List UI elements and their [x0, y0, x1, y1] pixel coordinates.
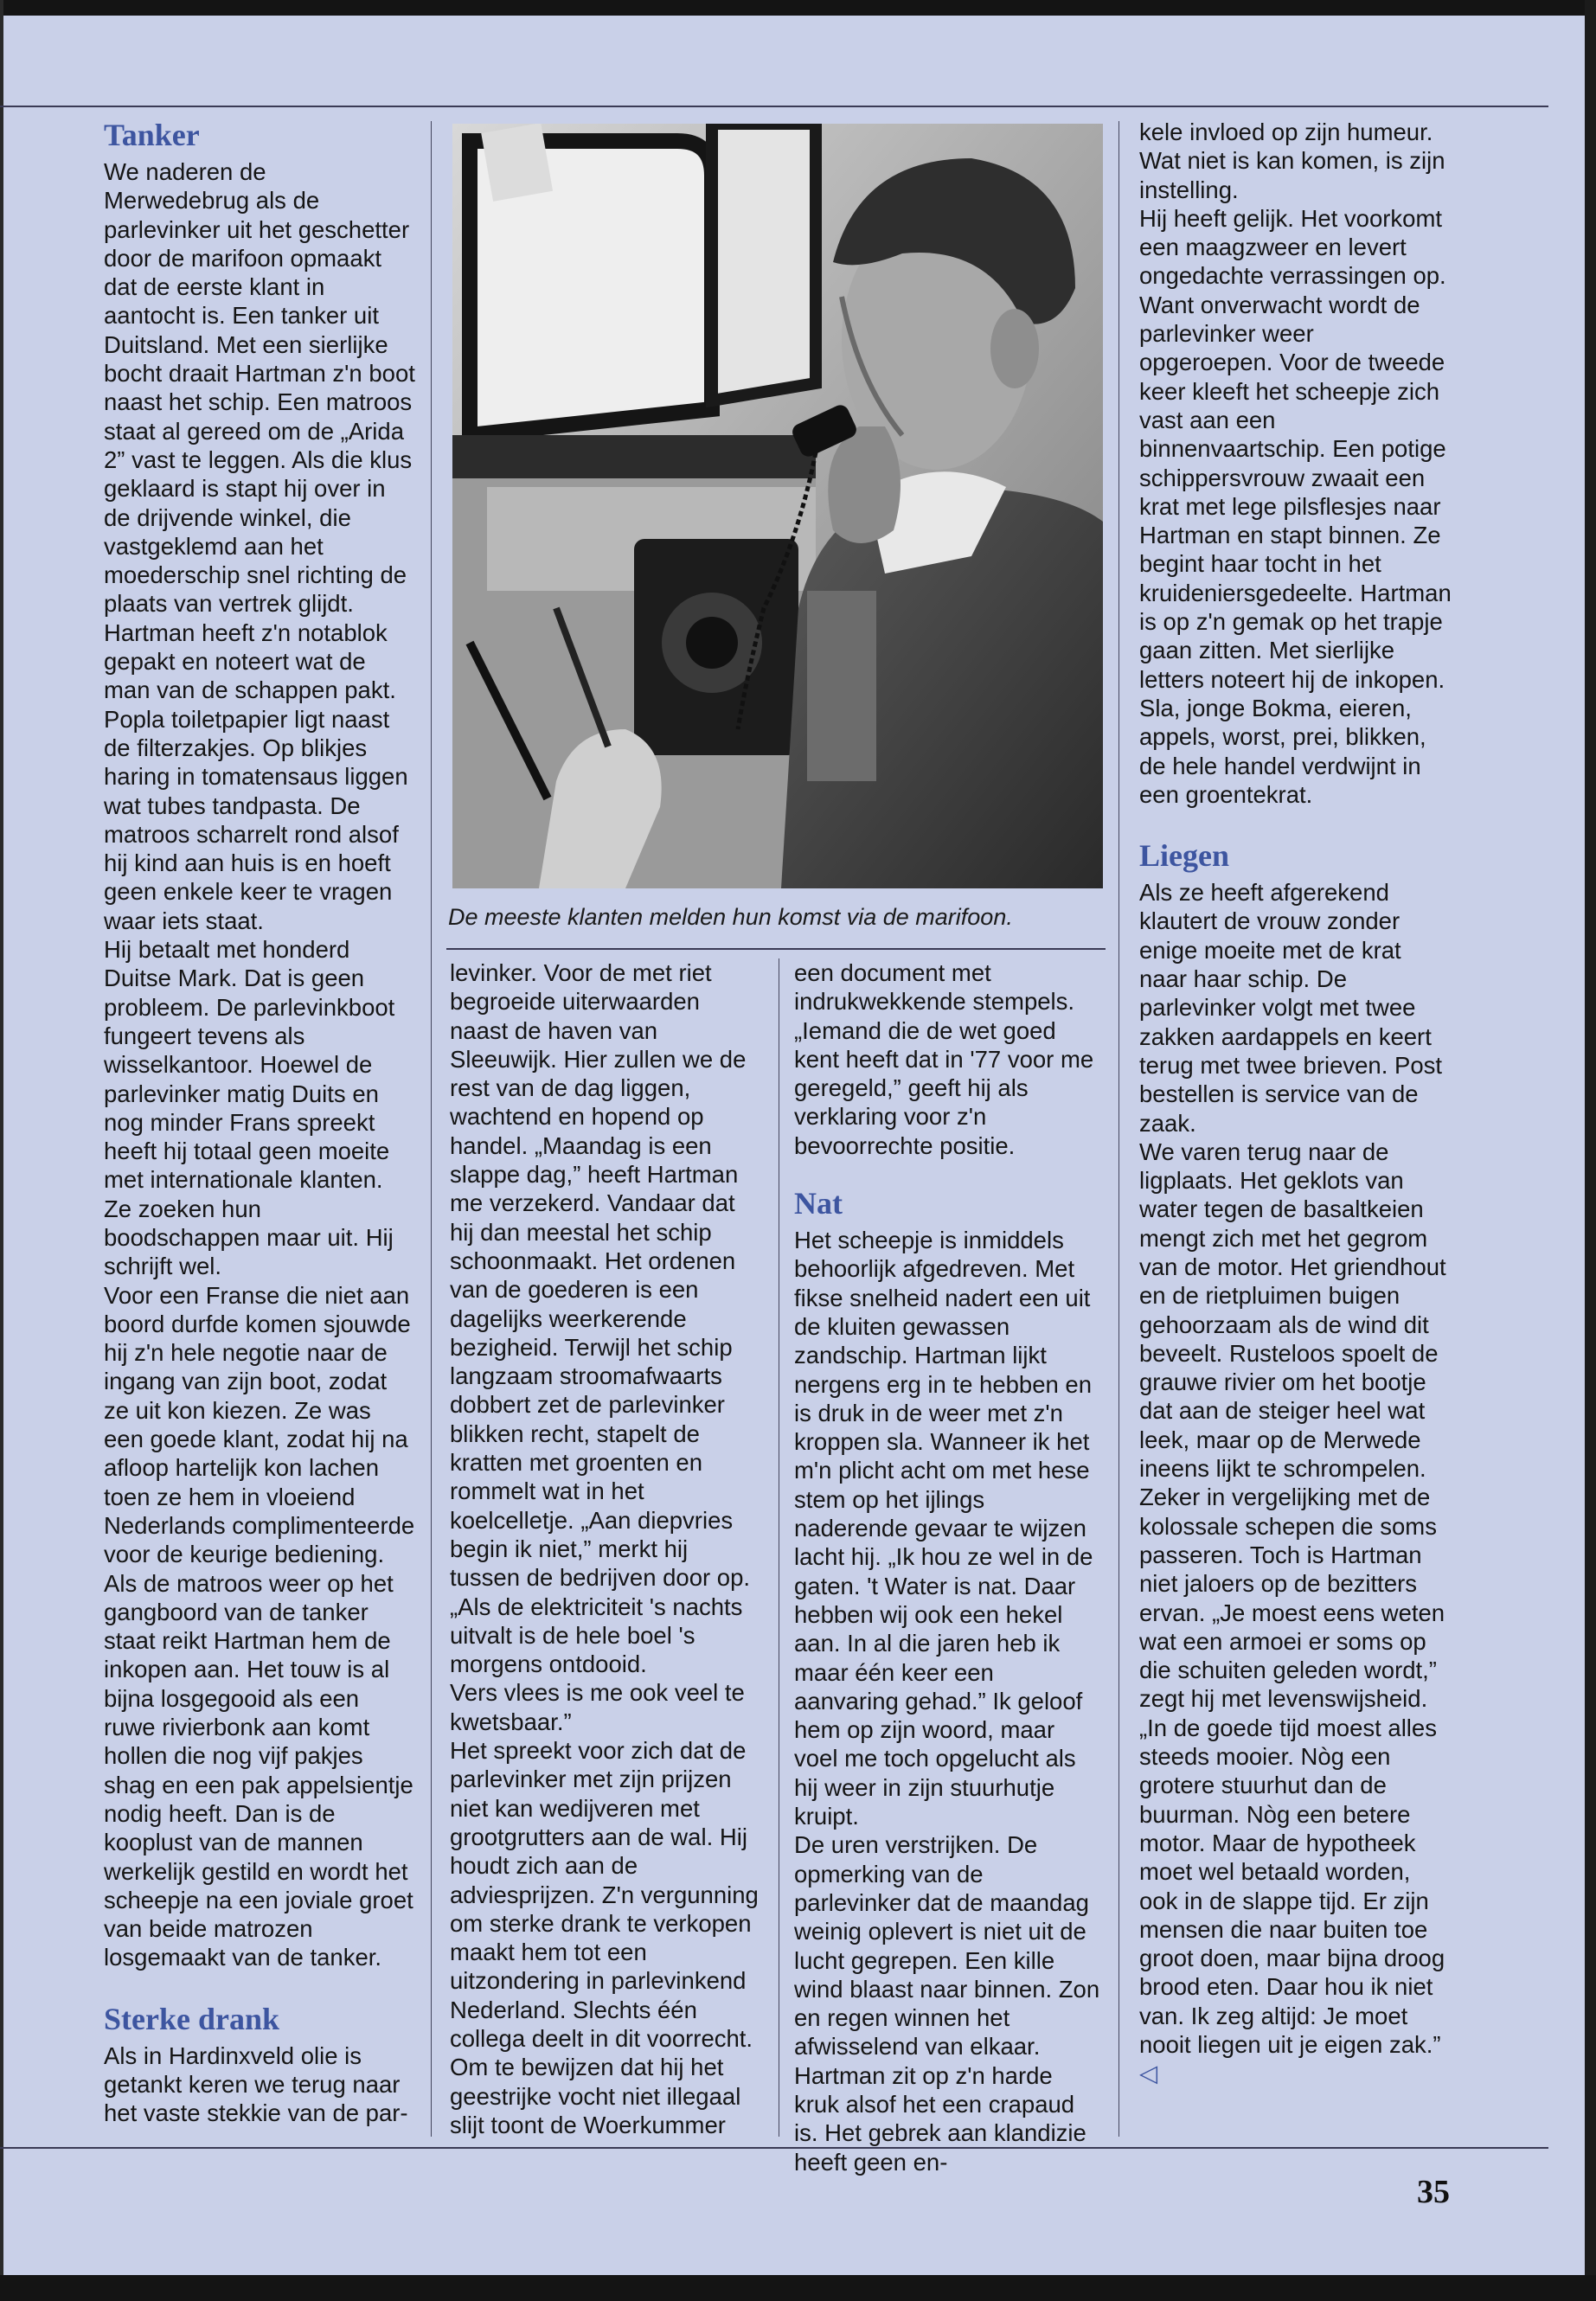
paragraph — [1139, 1138, 1452, 2088]
paragraph: levinker. Voor de met riet begroeide uiterwaarden naast de haven van Sleeuwijk. Hier zullen we de rest van de dag liggen, wachtend en hopend op handel. „Maandag is een slappe dag,” heeft Hartman me verzekerd. Vandaar dat hij dan meestal het schip schoonmaakt. Het ordenen van de goederen is een dagelijks weerkerende bezigheid. Terwijl het schip langzaam stroomafwaarts dobbert zet de parlevinker blikken recht, stapelt de kratten met groenten en rommelt wat in het koelcelletje. „Aan diepvries begin ik niet,” merkt hij tussen de bedrijven door op. „Als de elektriciteit 's nachts uitvalt is de hele boel 's morgens ontdooid. — [450, 959, 751, 1678]
paragraph: Als de matroos weer op het gangboord van de tanker staat reikt Hartman hem de inkopen aan. Het touw is al bijna losgegooid als een ruwe rivierbonk aan komt hollen die nog vijf pakjes shag en een pak appelsientje nodig heeft. Dan is de kooplust van de mannen werkelijk gestild en wordt het scheepje na een joviale groet van beide matrozen losgemaakt van de tanker. — [104, 1569, 413, 1971]
article-column-1 — [104, 118, 415, 2128]
photo-man-on-marifoon — [452, 124, 1103, 888]
paragraph: kele invloed op zijn humeur. Wat niet is kan komen, is zijn instelling. — [1139, 119, 1445, 203]
top-rule — [0, 106, 1548, 107]
paragraph: Als in Hardinxveld olie is getankt keren we terug naar het vaste stekkie van de par- — [104, 2041, 408, 2127]
paragraph: een document met indrukwekkende stempels. „Iemand die de wet goed kent heeft dat in '77 voor me geregeld,” geeft hij als verklaring voor z'n bevoorrechte positie. — [794, 959, 1094, 1159]
paragraph: Het spreekt voor zich dat de parlevinker met zijn prijzen niet kan wedijveren met grootgrutters aan de wal. Hij houdt zich aan de adviesprijzen. Z'n vergunning om sterke drank te verkopen maakt hem tot een uitzondering in parlevinkend Nederland. Slechts één collega deelt in dit voorrecht. Om te bewijzen dat hij het geestrijke vocht niet illegaal slijt toont de Woerkummer — [450, 1737, 759, 2138]
section-heading-tanker: Tanker — [104, 118, 200, 152]
bottom-rule — [0, 2147, 1548, 2149]
section-heading-nat: Nat — [794, 1186, 843, 1221]
page-edge-bottom — [0, 2275, 1596, 2301]
end-mark-icon: ◁ — [1139, 2060, 1158, 2087]
paragraph: Hij betaalt met honderd Duitse Mark. Dat is geen probleem. De parlevinkboot fungeert tevens als wisselkantoor. Hoewel de parlevinker matig Duits en nog minder Frans spreekt heeft hij totaal geen moeite met internationale klanten. Ze zoeken hun boodschappen maar uit. Hij schrijft wel. — [104, 936, 395, 1280]
column-separator — [1118, 121, 1119, 2137]
paragraph: Hij heeft gelijk. Het voorkomt een maagzweer en levert ongedachte verrassingen op. Want onverwacht wordt de parlevinker weer opgeroepen. Voor de tweede keer kleeft het scheepje zich vast aan een binnenvaartschip. Een potige schippersvrouw zwaait een krat met lege pilsflesjes naar Hartman en stapt binnen. Ze begint haar tocht in het kruideniersgedeelte. Hartman is op z'n gemak op het trapje gaan zitten. Met sierlijke letters noteert hij de inkopen. Sla, jonge Bokma, eieren, appels, worst, prei, blikken, de hele handel verdwijnt in een groentekrat. — [1139, 204, 1452, 808]
column-separator — [431, 121, 432, 2137]
article-column-3 — [794, 958, 1102, 2176]
paragraph: Als ze heeft afgerekend klautert de vrouw zonder enige moeite met de krat naar haar schip. De parlevinker volgt met twee zakken aardappels en keert terug met twee brieven. Post bestellen is service van de zaak. — [1139, 879, 1443, 1137]
paragraph: De uren verstrijken. De opmerking van de parlevinker dat de maandag weinig oplevert is niet uit de lucht gegrepen. Een kille wind blaast naar binnen. Zon en regen winnen het afwisselend van elkaar. Hartman zit op z'n harde kruk alsof het een crapaud is. Het gebrek aan klandizie heeft geen en- — [794, 1831, 1100, 2176]
page-edge-left — [0, 0, 3, 2301]
paragraph: We naderen de Merwedebrug als de parlevinker uit het geschetter door de marifoon opmaakt dat de eerste klant in aantocht is. Een tanker uit Duitsland. Met een sierlijke bocht draait Hartman z'n boot naast het schip. Een matroos staat al gereed om de „Arida 2” vast te leggen. Als die klus geklaard is stapt hij over in de drijvende winkel, die vastgeklemd aan het moederschip snel richting de plaats van vertrek glijdt. Hartman heeft z'n notablok gepakt en noteert wat de man van de schappen pakt. Popla toiletpapier ligt naast de filterzakjes. Op blikjes haring in tomatensaus liggen wat tubes tandpasta. De matroos scharrelt rond alsof hij kind aan huis is en hoeft geen enkele keer te vragen waar iets staat. — [104, 158, 415, 934]
photo-image — [452, 124, 1103, 888]
caption-rule — [446, 948, 1106, 950]
page-edge-top — [0, 0, 1596, 16]
page-number: 35 — [1417, 2174, 1450, 2210]
paragraph: Voor een Franse die niet aan boord durfde komen sjouwde hij z'n hele negotie naar de ingang van zijn boot, zodat ze uit kon kiezen. Ze was een goede klant, zodat hij na afloop hartelijk kon lachen toen ze hem in vloeiend Nederlands complimenteerde voor de keurige bediening. — [104, 1281, 415, 1568]
article-column-2 — [450, 958, 763, 2139]
paragraph: Vers vlees is me ook veel te kwetsbaar.” — [450, 1679, 745, 1735]
photo-caption: De meeste klanten melden hun komst via de marifoon. — [448, 904, 1013, 930]
section-heading-liegen: Liegen — [1139, 838, 1229, 874]
page-edge-right — [1585, 0, 1596, 2301]
paragraph: Het scheepje is inmiddels behoorlijk afgedreven. Met fikse snelheid nadert een uit de kluiten gewassen zandschip. Hartman lijkt nergens erg in te hebben en is druk in de weer met z'n kroppen sla. Wanneer ik het m'n plicht acht om met hese stem op het ijlings naderende gevaar te wijzen lacht hij. „Ik hou ze wel in de gaten. 't Water is nat. Daar hebben wij ook een hekel aan. In al die jaren heb ik maar één keer een aanvaring gehad.” Ik geloof hem op zijn woord, maar voel me toch opgelucht als hij weer in zijn stuurhutje kruipt. — [794, 1227, 1093, 1830]
section-heading-sterke-drank: Sterke drank — [104, 2001, 280, 2036]
paragraph-text: We varen terug naar de ligplaats. Het geklots van water tegen de basaltkeien mengt zich met het gegrom van de motor. Het griendhout en de rietpluimen buigen gehoorzaam als de wind dit beveelt. Rusteloos spoelt de grauwe rivier om het bootje dat aan de steiger heel wat leek, maar op de Merwede ineens lijkt te schrompelen. Zeker in vergelijking met de kolossale schepen die soms passeren. Toch is Hartman niet jaloers op de bezitters ervan. „Je moest eens weten wat een armoei er soms op die schuiten geleden wordt,” zegt hij met levenswijsheid. „In de goede tijd moest alles steeds mooier. Nòg een grotere stuurhut dan de buurman. Nòg een betere motor. Maar de hypotheek moet wel betaald worden, ook in de slappe tijd. Er zijn mensen die naar buiten toe groot doen, maar bijna droog brood eten. Daar hou ik niet van. Ik zeg altijd: Je moet nooit liegen uit je eigen zak.” — [1139, 1138, 1446, 2058]
article-column-4 — [1139, 118, 1452, 2088]
